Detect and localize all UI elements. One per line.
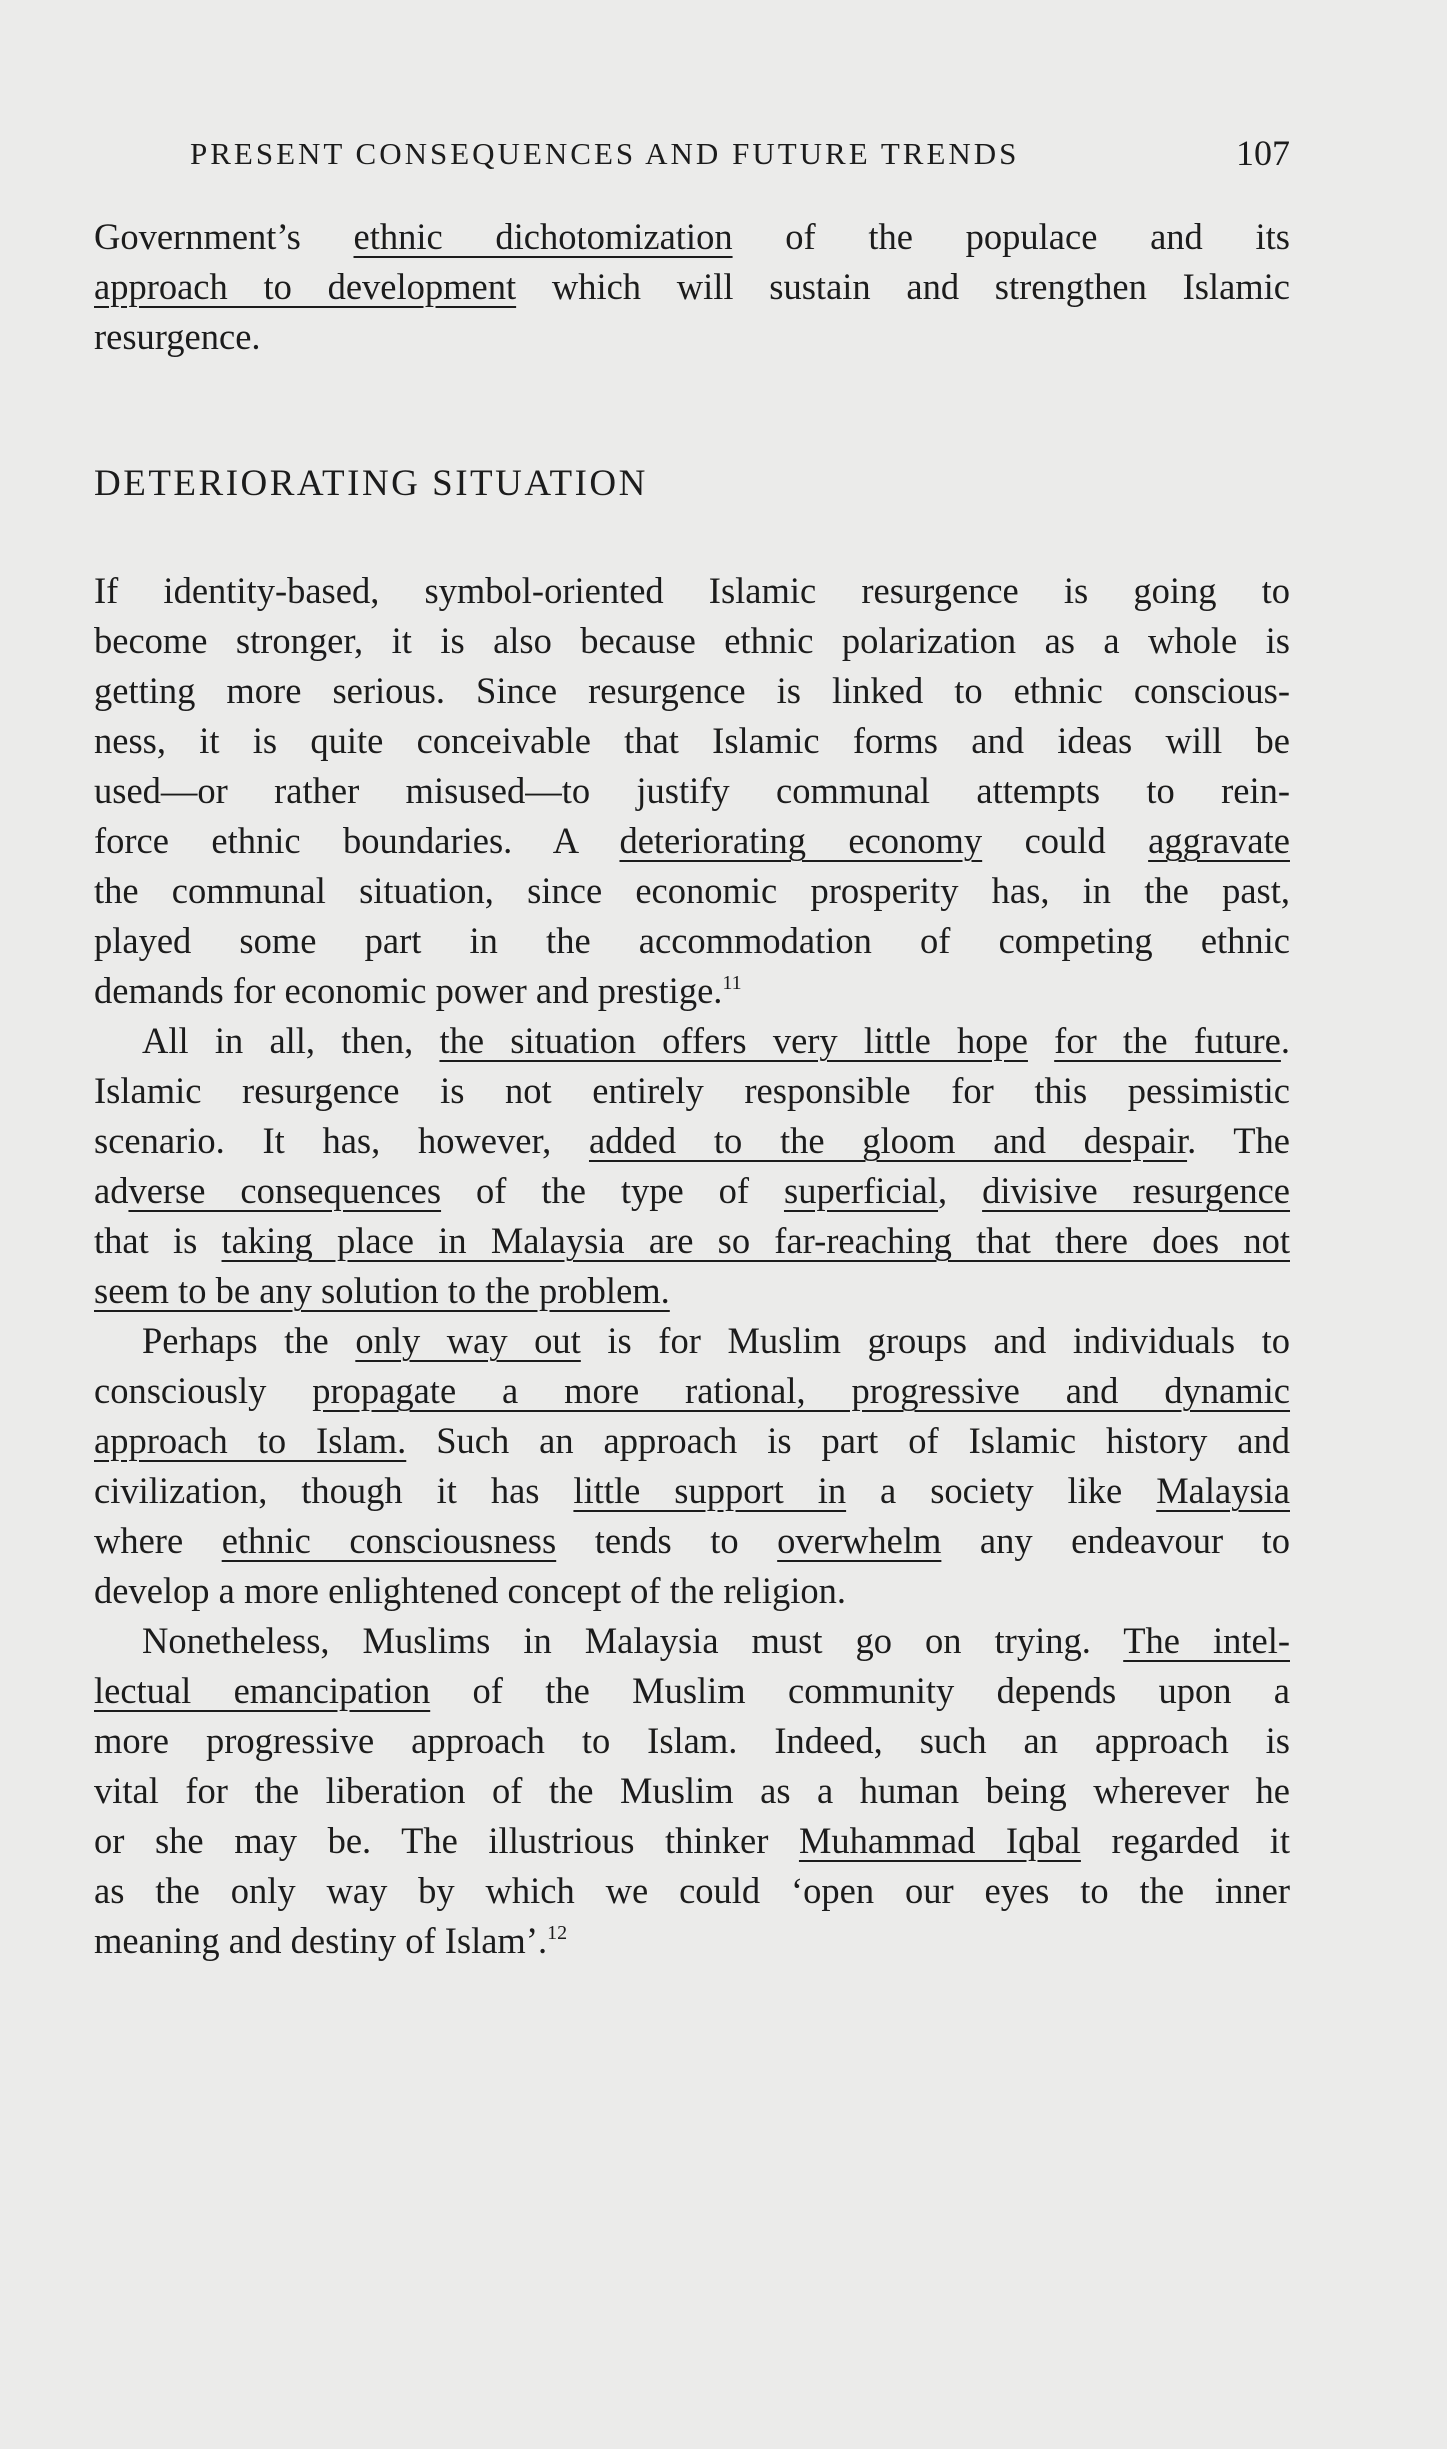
- text-line: [94, 566, 1290, 616]
- text-line: [94, 1066, 1290, 1116]
- underlined-text: divisive resurgence: [982, 1170, 1291, 1211]
- text-segment: ad: [94, 1170, 129, 1211]
- text-line: [94, 212, 1290, 262]
- text-segment: Such an approach is part of Islamic history and: [406, 1420, 1290, 1461]
- text-segment: Nonetheless, Muslims in Malaysia must go on trying.: [142, 1620, 1124, 1661]
- text-line: [94, 966, 1290, 1016]
- text-line: [94, 1516, 1290, 1566]
- text-line: [94, 1466, 1290, 1516]
- underlined-text: for the future: [1054, 1020, 1281, 1061]
- text-segment: a society like: [846, 1470, 1157, 1511]
- text-segment: become stronger, it is also because ethnic polarization as a whole is: [94, 620, 1290, 661]
- underlined-text: superficial: [783, 1170, 939, 1211]
- underlined-text: approach to development: [94, 266, 517, 307]
- text-segment: used—or rather misused—to justify communal attempts to rein-: [94, 770, 1290, 811]
- text-segment: force ethnic boundaries. A: [94, 820, 620, 861]
- text-segment: resurgence.: [94, 316, 261, 357]
- text-segment: of the type of: [441, 1170, 784, 1211]
- text-segment: All in all, then,: [142, 1020, 440, 1061]
- text-line: [94, 262, 1290, 312]
- text-segment: civilization, though it has: [94, 1470, 574, 1511]
- text-segment: where: [94, 1520, 222, 1561]
- text-segment: tends to: [556, 1520, 778, 1561]
- underlined-text: aggravate: [1148, 820, 1290, 861]
- underlined-text: the situation offers very little hope: [439, 1020, 1028, 1061]
- text-line: [94, 1266, 1290, 1316]
- text-line: [94, 1866, 1290, 1916]
- underlined-text: taking place in Malaysia are so far-reaching that there does not: [221, 1220, 1290, 1261]
- underlined-text: approach to Islam.: [94, 1420, 407, 1461]
- text-line: [94, 1316, 1290, 1366]
- text-segment: ,: [938, 1170, 983, 1211]
- text-segment: .: [1280, 1020, 1291, 1061]
- section-body: [94, 566, 1290, 1966]
- text-line: [94, 866, 1290, 916]
- text-line: [94, 1616, 1290, 1666]
- underlined-text: lectual emancipation: [94, 1670, 431, 1711]
- text-line: [94, 1766, 1290, 1816]
- underlined-text: Malaysia: [1156, 1470, 1290, 1511]
- running-head: PRESENT CONSEQUENCES AND FUTURE TRENDS: [190, 136, 1020, 171]
- text-segment: demands for economic power and prestige.: [94, 970, 723, 1011]
- text-line: [94, 312, 1290, 362]
- text-segment: Government’s: [94, 216, 354, 257]
- page-header: [94, 132, 1290, 180]
- text-line: [94, 1666, 1290, 1716]
- text-segment: If identity-based, symbol-oriented Islamic resurgence is going to: [94, 570, 1290, 611]
- underlined-text: overwhelm: [777, 1520, 942, 1561]
- text-segment: of the populace and its: [732, 216, 1290, 257]
- text-line: [94, 716, 1290, 766]
- text-segment: as the only way by which we could ‘open our eyes to the inner: [94, 1870, 1290, 1911]
- text-segment: more progressive approach to Islam. Indeed, such an approach is: [94, 1720, 1290, 1761]
- text-segment: consciously: [94, 1370, 313, 1411]
- text-segment: vital for the liberation of the Muslim as a human being wherever he: [94, 1770, 1290, 1811]
- text-segment: any endeavour to: [941, 1520, 1291, 1561]
- text-segment: or she may be. The illustrious thinker: [94, 1820, 799, 1861]
- text-line: [94, 766, 1290, 816]
- underlined-text: ethnic consciousness: [221, 1520, 557, 1561]
- text-line: [94, 1416, 1290, 1466]
- text-segment: which will sustain and strengthen Islamic: [516, 266, 1290, 307]
- text-segment: is for Muslim groups and individuals to: [580, 1320, 1291, 1361]
- text-segment: that is: [94, 1220, 222, 1261]
- footnote-reference: 11: [722, 972, 742, 994]
- section-heading: DETERIORATING SITUATION: [94, 463, 648, 504]
- text-segment: of the Muslim community depends upon a: [430, 1670, 1290, 1711]
- text-line: [94, 916, 1290, 966]
- text-line: [94, 1016, 1290, 1066]
- underlined-text: added to the gloom and despair: [588, 1120, 1188, 1161]
- underlined-text: propagate a more rational, progressive and dynamic: [312, 1370, 1291, 1411]
- text-segment: meaning and destiny of Islam’.: [94, 1920, 548, 1961]
- text-segment: . The: [1187, 1120, 1290, 1161]
- text-line: [94, 1566, 1290, 1616]
- text-segment: develop a more enlightened concept of the religion.: [94, 1570, 847, 1611]
- underlined-text: Muhammad Iqbal: [798, 1820, 1081, 1861]
- text-segment: regarded it: [1080, 1820, 1290, 1861]
- underlined-text: deteriorating economy: [619, 820, 983, 861]
- underlined-text: ethnic dichotomization: [353, 216, 733, 257]
- text-line: [94, 666, 1290, 716]
- text-line: [94, 1916, 1290, 1966]
- text-line: [94, 1366, 1290, 1416]
- text-line: [94, 1216, 1290, 1266]
- intro-paragraph-end: [94, 212, 1290, 362]
- text-segment: getting more serious. Since resurgence is linked to ethnic conscious-: [94, 670, 1290, 711]
- text-line: [94, 1116, 1290, 1166]
- footnote-reference: 12: [547, 1922, 568, 1944]
- text-segment: Perhaps the: [142, 1320, 356, 1361]
- text-segment: Islamic resurgence is not entirely responsible for this pessimistic: [94, 1070, 1290, 1111]
- text-segment: played some part in the accommodation of competing ethnic: [94, 920, 1290, 961]
- underlined-text: seem to be any solution to the problem.: [94, 1270, 670, 1311]
- text-segment: scenario. It has, however,: [94, 1120, 589, 1161]
- text-line: [94, 1166, 1290, 1216]
- underlined-text: only way out: [355, 1320, 581, 1361]
- underlined-text: The intel-: [1123, 1620, 1290, 1661]
- text-segment: ness, it is quite conceivable that Islamic forms and ideas will be: [94, 720, 1290, 761]
- text-line: [94, 1816, 1290, 1866]
- text-segment: could: [982, 820, 1149, 861]
- text-line: [94, 1716, 1290, 1766]
- text-segment: [1028, 1020, 1054, 1061]
- page-number: 107: [1236, 133, 1290, 173]
- text-line: [94, 816, 1290, 866]
- underlined-text: verse consequences: [128, 1170, 442, 1211]
- underlined-text: little support in: [573, 1470, 847, 1511]
- text-segment: the communal situation, since economic prosperity has, in the past,: [94, 870, 1290, 911]
- text-line: [94, 616, 1290, 666]
